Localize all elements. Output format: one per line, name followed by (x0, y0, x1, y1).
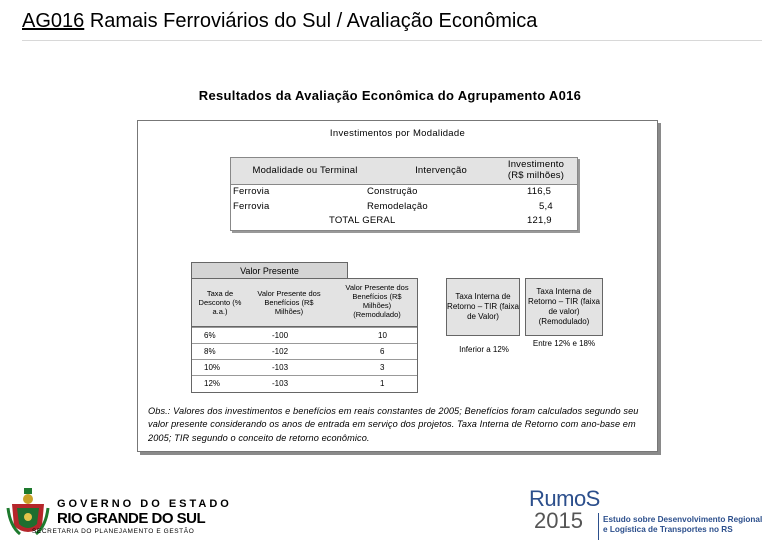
row-intervention: Construção (367, 186, 418, 197)
investments-title: Investimentos por Modalidade (329, 128, 466, 139)
title-divider (22, 40, 762, 41)
page-title (22, 10, 537, 33)
tir-remodulado-label: Taxa Interna de Retorno – TIR (faixa de valor) (Remodulado) (528, 287, 600, 326)
col-investimento: Investimento (R$ milhões) (507, 159, 565, 181)
gov-line2: RIO GRANDE DO SUL (57, 510, 206, 527)
tir-value: Inferior a 12% (459, 345, 509, 354)
rumos-logo-year: 2015 (534, 508, 583, 533)
gov-line1: GOVERNO DO ESTADO (57, 498, 232, 510)
agrupamento-code: AG016 (22, 10, 85, 32)
investments-header-row (231, 158, 577, 185)
col-vp-beneficios: Valor Presente dos Benefícios (R$ Milhões) (257, 289, 321, 316)
present-value-table (191, 278, 418, 393)
row-rate: 10% (204, 363, 221, 372)
investments-table (230, 157, 578, 231)
row-vp: -103 (272, 363, 289, 372)
table-row (192, 343, 417, 360)
row-vp-rem: 6 (380, 347, 385, 356)
secretaria-label: SECRETARIA DO PLANEJAMENTO E GESTÃO (32, 528, 195, 535)
row-intervention: Remodelação (367, 201, 428, 212)
tir-label-box (446, 278, 520, 336)
tir-remodulado-value: Entre 12% e 18% (532, 339, 596, 348)
row-value: 116,5 (527, 186, 552, 197)
present-value-header-row (192, 279, 417, 327)
results-subtitle: Resultados da Avaliação Econômica do Agrupamento A016 (198, 88, 582, 103)
col-modalidade: Modalidade ou Terminal (252, 165, 358, 176)
table-row (231, 185, 577, 200)
row-vp-rem: 3 (380, 363, 385, 372)
tir-remodulado-label-box (525, 278, 603, 336)
results-panel (137, 120, 658, 452)
row-modal: Ferrovia (233, 186, 270, 197)
row-rate: 12% (204, 379, 221, 388)
row-vp-rem: 1 (380, 379, 385, 388)
table-row (192, 375, 417, 392)
tir-label: Taxa Interna de Retorno – TIR (faixa de Valor) (447, 292, 519, 321)
rumos-desc-line2: e Logística de Transportes no RS (603, 525, 733, 534)
col-intervencao: Intervenção (415, 165, 467, 176)
row-vp-rem: 10 (378, 331, 387, 340)
page-title-text: Ramais Ferroviários do Sul / Avaliação Econômica (84, 10, 538, 32)
row-value: 5,4 (539, 201, 553, 212)
row-vp: -102 (272, 347, 289, 356)
rumos-desc-line1: Estudo sobre Desenvolvimento Regional (603, 515, 763, 524)
rumos-logo-name: RumoS (529, 486, 600, 511)
row-vp: -103 (272, 379, 289, 388)
footer (0, 486, 780, 540)
rumos-divider (598, 513, 599, 540)
total-label: TOTAL GERAL (329, 215, 396, 226)
table-row (192, 359, 417, 376)
table-row (192, 327, 417, 344)
row-vp: -100 (272, 331, 289, 340)
table-row (231, 200, 577, 215)
rumos-description (603, 515, 762, 535)
col-taxa-desconto: Taxa de Desconto (% a.a.) (198, 289, 242, 316)
row-rate: 6% (204, 331, 216, 340)
total-row (231, 214, 577, 229)
row-modal: Ferrovia (233, 201, 270, 212)
row-rate: 8% (204, 347, 216, 356)
present-value-title: Valor Presente (191, 262, 348, 280)
col-vp-remodulado: Valor Presente dos Benefícios (R$ Milhões) (Remodulado) (345, 283, 409, 319)
observation-note: Obs.: Valores dos investimentos e benefícios em reais constantes de 2005; Benefícios foram calculados segundo seu valor presente considerando os anos de entrada em serviço dos projetos. Taxa Interna de Retorno com ano-base em 2005; TIR segundo o conceito de retorno econômico. (148, 406, 639, 443)
total-value: 121,9 (527, 215, 552, 226)
